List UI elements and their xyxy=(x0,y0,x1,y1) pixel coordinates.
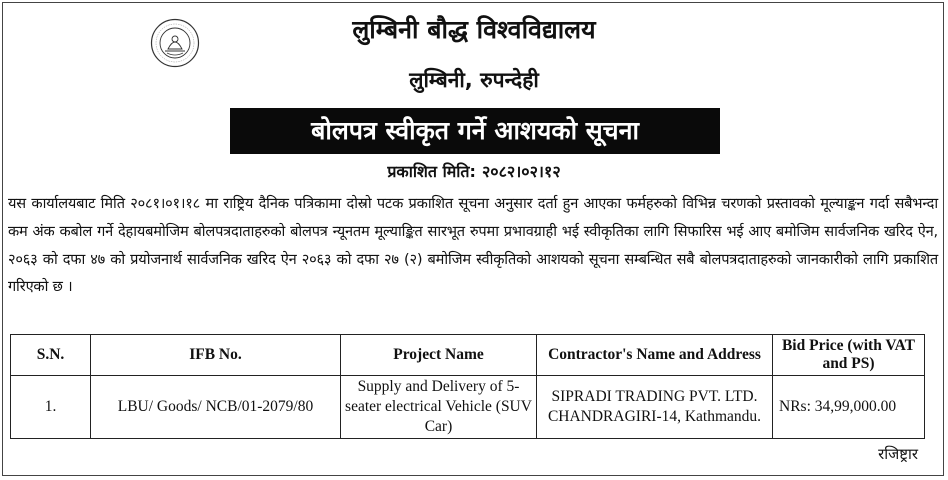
bid-table xyxy=(10,334,925,439)
header-ifb-no: IFB No. xyxy=(91,335,341,376)
published-date-value: २०८२।०२।१२ xyxy=(481,162,561,181)
header-contractor: Contractor's Name and Address xyxy=(537,335,773,376)
header-sn: S.N. xyxy=(11,335,91,376)
cell-project-name: Supply and Delivery of 5-seater electrical Vehicle (SUV Car) xyxy=(341,376,537,439)
university-location: लुम्बिनी, रुपन्देही xyxy=(409,68,539,92)
cell-bid-price: NRs: 34,99,000.00 xyxy=(773,376,925,439)
university-name: लुम्बिनी बौद्ध विश्वविद्यालय xyxy=(352,15,596,44)
notice-title: बोलपत्र स्वीकृत गर्ने आशयको सूचना xyxy=(230,108,720,154)
published-date xyxy=(0,160,948,184)
notice-paragraph: यस कार्यालयबाट मिति २०८१।०१।१८ मा राष्ट्रिय दैनिक पत्रिकामा दोस्रो पटक प्रकाशित सूचना अनुसार दर्ता हुन आएका फर्महरुको विभिन्न चरणको प्रस्तावको मूल्याङ्कन गर्दा सबैभन्दा कम अंक कबोल गर्ने देहायबमोजिम बोलपत्रदाताहरुको बोलपत्र न्यूनतम मूल्याङ्कित सारभूत रुपमा प्रभावग्राही भई स्वीकृतिका लागि सिफारिस भई आए बमोजिम सार्वजनिक खरिद ऐन, २०६३ को दफा ४७ को प्रयोजनार्थ सार्वजनिक खरिद ऐन २०६३ को दफा २७ (२) बमोजिम स्वीकृतिको आशयको सूचना सम्बन्धित सबै बोलपत्रदाताहरुको जानकारीको लागि प्रकाशित गरिएको छ । xyxy=(8,195,938,296)
cell-sn: 1. xyxy=(11,376,91,439)
cell-ifb-no: LBU/ Goods/ NCB/01-2079/80 xyxy=(91,376,341,439)
header-bid-price: Bid Price (with VAT and PS) xyxy=(773,335,925,376)
signatory: रजिष्ट्रार xyxy=(878,445,918,463)
table-row xyxy=(11,376,925,439)
table-header-row xyxy=(11,335,925,376)
cell-contractor: SIPRADI TRADING PVT. LTD. CHANDRAGIRI-14, Kathmandu. xyxy=(537,376,773,439)
header-project-name: Project Name xyxy=(341,335,537,376)
published-date-label: प्रकाशित मिति: xyxy=(387,162,476,181)
